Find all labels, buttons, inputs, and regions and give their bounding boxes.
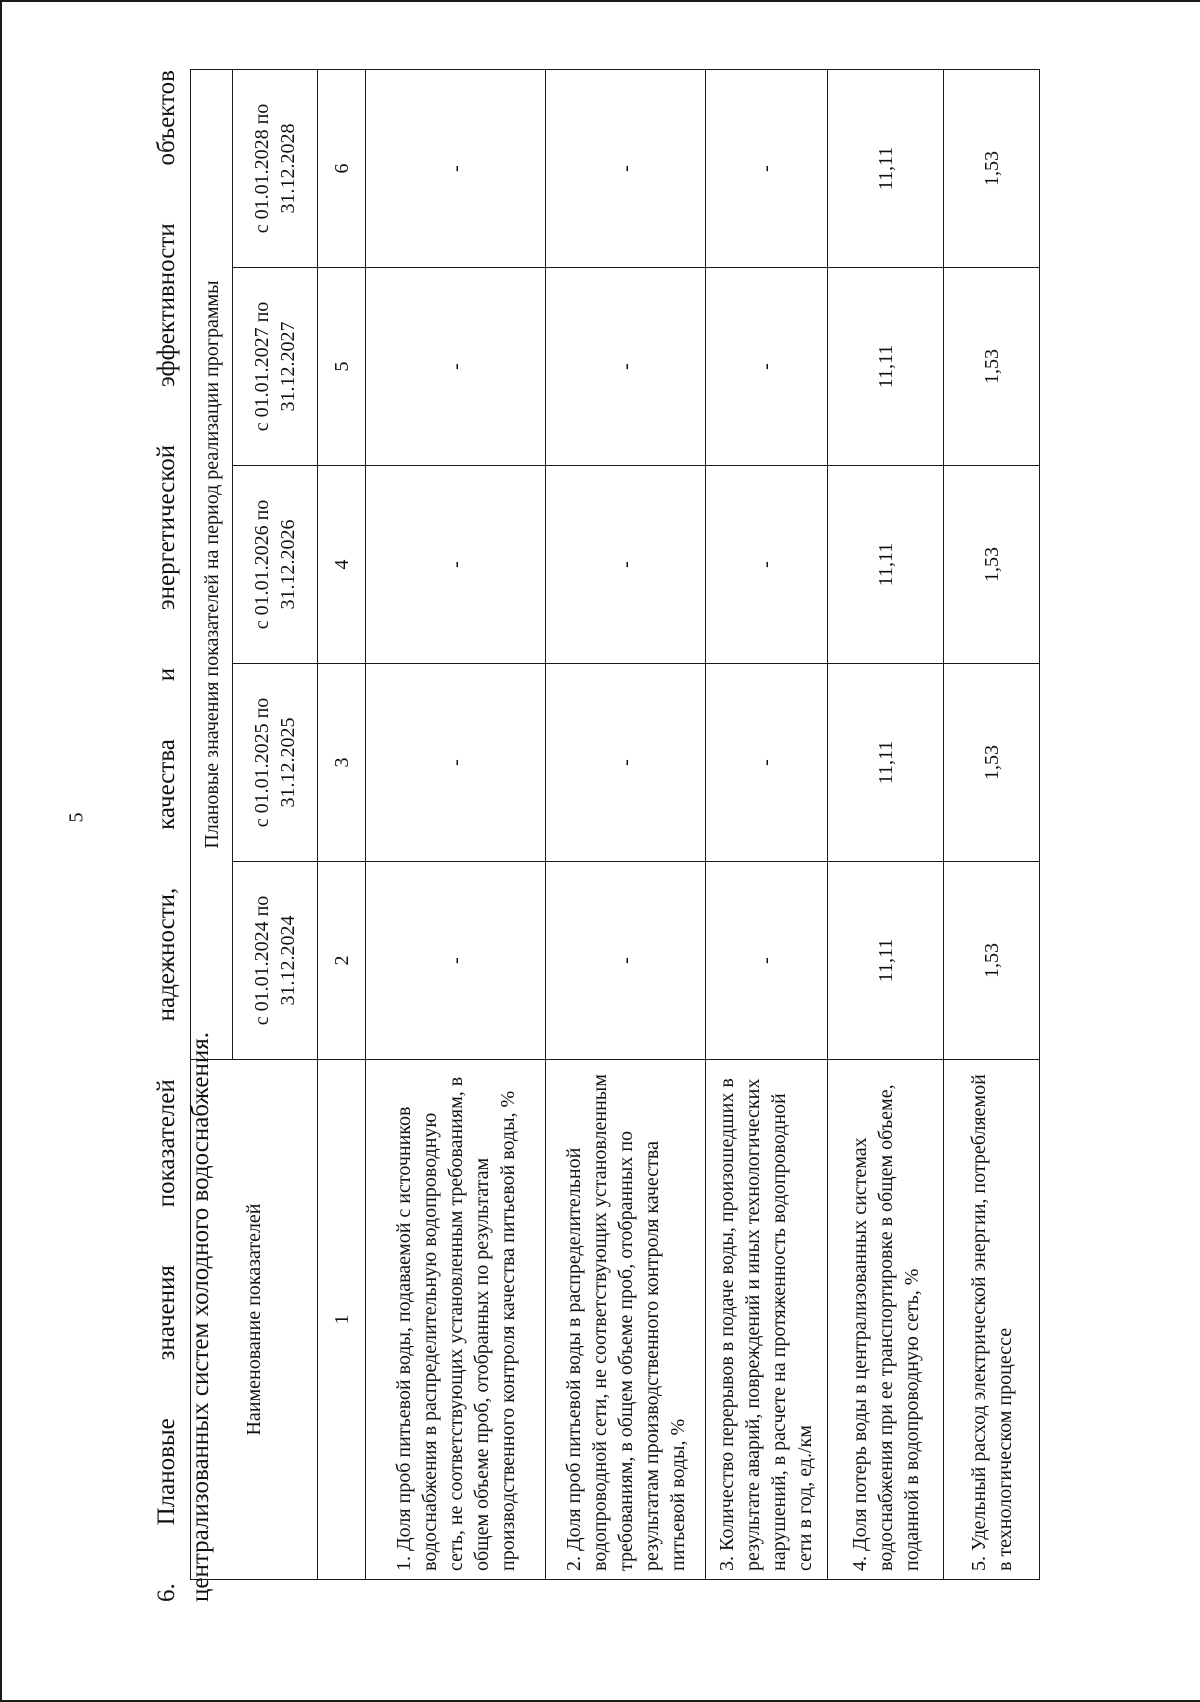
indicator-value: -: [366, 466, 546, 664]
indicator-name: 4. Доля потерь воды в централизованных системах водоснабжения при ее транспортировке в общем объеме, поданной в водопроводную сеть, %: [827, 1060, 944, 1580]
indicator-value: 1,53: [944, 466, 1040, 664]
indicator-value: -: [546, 70, 705, 268]
indicator-value: 11,11: [827, 268, 944, 466]
heading-word: надежности,: [153, 887, 180, 1022]
rotated-page: [150, 70, 1050, 1602]
indicator-value: 1,53: [944, 862, 1040, 1060]
indicator-value: -: [546, 664, 705, 862]
heading-word: объектов: [153, 70, 180, 166]
column-number: 5: [318, 268, 366, 466]
indicator-value: -: [546, 466, 705, 664]
name-column-header: Наименование показателей: [191, 1060, 318, 1580]
indicator-value: 11,11: [827, 466, 944, 664]
indicator-value: -: [705, 664, 827, 862]
indicator-value: -: [366, 70, 546, 268]
period-header: с 01.01.2026 по 31.12.2026: [233, 466, 318, 664]
indicator-value: 11,11: [827, 70, 944, 268]
table-row: [366, 70, 546, 1580]
indicators-table: [190, 69, 1040, 1580]
period-header: с 01.01.2024 по 31.12.2024: [233, 862, 318, 1060]
indicator-value: 1,53: [944, 268, 1040, 466]
heading-word: эффективности: [153, 223, 180, 388]
indicator-value: -: [705, 268, 827, 466]
heading-word: 6.: [153, 1583, 180, 1602]
column-number-row: [318, 70, 366, 1580]
indicator-value: -: [705, 466, 827, 664]
indicator-value: -: [546, 268, 705, 466]
indicator-name: 2. Доля проб питьевой воды в распределительной водопроводной сети, не соответствующих установленным требованиям, в общем объеме проб, отобранных по результатам производственного контроля качества питьевой воды, %: [546, 1060, 705, 1580]
indicator-value: -: [366, 664, 546, 862]
heading-word: значения: [153, 1265, 180, 1361]
column-number: 3: [318, 664, 366, 862]
period-header: с 01.01.2028 по 31.12.2028: [233, 70, 318, 268]
period-header: с 01.01.2027 по 31.12.2027: [233, 268, 318, 466]
column-number: 2: [318, 862, 366, 1060]
section-heading-line2: централизованных систем холодного водоснабжения.: [187, 1032, 214, 1602]
indicator-value: 11,11: [827, 664, 944, 862]
heading-word: энергетической: [153, 444, 180, 611]
heading-word: и: [153, 667, 180, 682]
indicator-value: 11,11: [827, 862, 944, 1060]
indicator-value: 1,53: [944, 664, 1040, 862]
heading-word: качества: [153, 739, 180, 830]
column-number: 1: [318, 1060, 366, 1580]
table-row: [944, 70, 1040, 1580]
indicator-value: -: [546, 862, 705, 1060]
indicator-value: -: [366, 268, 546, 466]
indicator-name: 1. Доля проб питьевой воды, подаваемой с источников водоснабжения в распределительную водопроводную сеть, не соответствующих установленным требованиям, в общем объеме проб, отобранных по результатам производственного контроля качества питьевой воды, %: [366, 1060, 546, 1580]
column-number: 6: [318, 70, 366, 268]
indicator-name: 3. Количество перерывов в подаче воды, произошедших в результате аварий, повреждений и иных технологических нарушений, в расчете на протяженность водопроводной сети в год, ед./км: [705, 1060, 827, 1580]
indicator-value: -: [366, 862, 546, 1060]
section-heading: [150, 70, 184, 1602]
column-number: 4: [318, 466, 366, 664]
group-header: Плановые значения показателей на период реализации программы: [191, 70, 233, 1060]
table-row: [827, 70, 944, 1580]
page-number: 5: [65, 812, 88, 823]
table-row: [705, 70, 827, 1580]
heading-word: показателей: [153, 1079, 180, 1208]
period-header: с 01.01.2025 по 31.12.2025: [233, 664, 318, 862]
indicator-value: 1,53: [944, 70, 1040, 268]
table-row: [546, 70, 705, 1580]
indicator-value: -: [705, 70, 827, 268]
heading-word: Плановые: [153, 1418, 180, 1526]
indicator-value: -: [705, 862, 827, 1060]
indicator-name: 5. Удельный расход электрической энергии, потребляемой в технологическом процессе: [944, 1060, 1040, 1580]
